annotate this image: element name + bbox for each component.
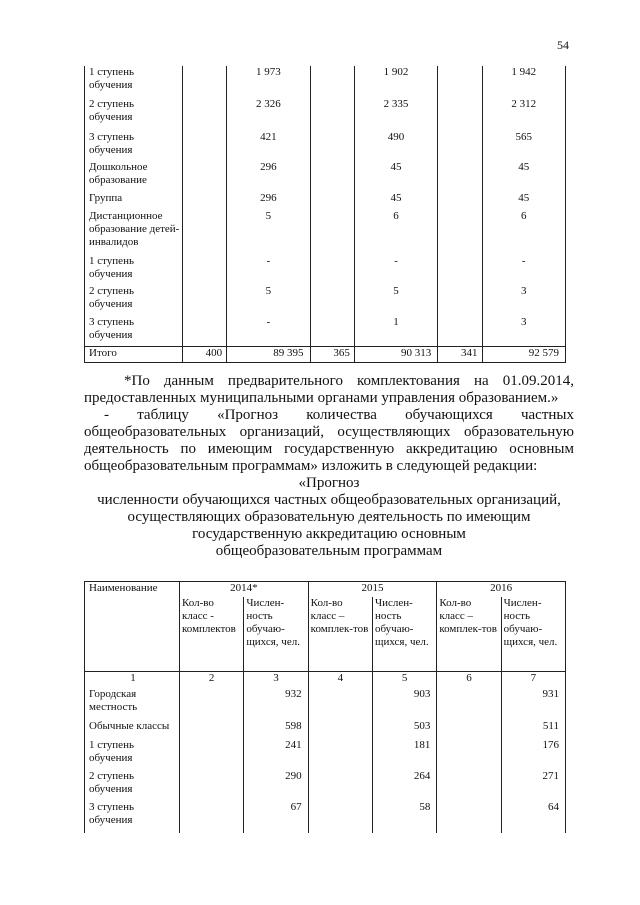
row-label: 2 ступень обучения <box>85 98 183 131</box>
cell <box>438 98 482 131</box>
cell <box>180 801 244 833</box>
row-label: Дистанционное образование детей-инвалидов <box>85 210 183 255</box>
cell: 490 <box>354 131 437 161</box>
total-row <box>85 346 566 362</box>
cell <box>437 720 501 739</box>
cell <box>180 739 244 770</box>
cell: 58 <box>372 801 436 833</box>
cell: - <box>354 255 437 285</box>
heading-line: осуществляющих образовательную деятельность по имеющим <box>127 509 531 525</box>
cell: 5 <box>227 210 310 255</box>
cell: - <box>482 255 565 285</box>
name-column-header: Наименование <box>85 582 180 672</box>
cell: 64 <box>501 801 565 833</box>
cell: 5 <box>227 285 310 316</box>
cell <box>182 255 226 285</box>
cell: 598 <box>244 720 308 739</box>
cell: 296 <box>227 192 310 210</box>
cell: 2 312 <box>482 98 565 131</box>
cell <box>438 161 482 192</box>
cell <box>182 98 226 131</box>
cell <box>437 739 501 770</box>
row-label: Группа <box>85 192 183 210</box>
table-heading <box>84 475 574 560</box>
row-label: 1 ступень обучения <box>85 66 183 98</box>
table-row <box>85 131 566 161</box>
table-row <box>85 210 566 255</box>
header-row-years <box>85 582 566 597</box>
column-number: 6 <box>437 672 501 688</box>
cell: 565 <box>482 131 565 161</box>
cell <box>308 801 372 833</box>
table-row <box>85 98 566 131</box>
row-label: Итого <box>85 346 183 362</box>
cell <box>182 210 226 255</box>
cell <box>310 285 354 316</box>
cell: 365 <box>310 346 354 362</box>
cell: 2 326 <box>227 98 310 131</box>
column-number: 5 <box>372 672 436 688</box>
row-label: 1 ступень обучения <box>85 255 183 285</box>
cell: 931 <box>501 688 565 720</box>
table-row <box>85 720 566 739</box>
cell <box>182 66 226 98</box>
cell: 903 <box>372 688 436 720</box>
column-number: 3 <box>244 672 308 688</box>
cell: 89 395 <box>227 346 310 362</box>
cell <box>437 770 501 801</box>
row-label: Обычные классы <box>85 720 180 739</box>
cell: 932 <box>244 688 308 720</box>
cell: 421 <box>227 131 310 161</box>
cell <box>180 688 244 720</box>
cell: 45 <box>354 161 437 192</box>
cell <box>310 316 354 346</box>
cell: 90 313 <box>354 346 437 362</box>
cell: 241 <box>244 739 308 770</box>
cell: 45 <box>482 161 565 192</box>
enrollment-table-continued <box>84 66 566 363</box>
cell <box>180 770 244 801</box>
table-row <box>85 161 566 192</box>
cell: 6 <box>354 210 437 255</box>
column-number: 7 <box>501 672 565 688</box>
cell: 5 <box>354 285 437 316</box>
table-row <box>85 192 566 210</box>
row-label: Городская местность <box>85 688 180 720</box>
heading-line: «Прогноз <box>298 475 360 491</box>
footnote-paragraph: *По данным предварительного комплектования на 01.09.2014, предоставленных муниципальными органами управления образованием.» <box>84 373 574 406</box>
class-count-header: Кол-во класс – комплек-тов <box>437 597 501 672</box>
cell <box>310 131 354 161</box>
cell: 6 <box>482 210 565 255</box>
cell <box>308 720 372 739</box>
cell: - <box>227 316 310 346</box>
cell: 1 942 <box>482 66 565 98</box>
cell <box>310 98 354 131</box>
cell: 1 902 <box>354 66 437 98</box>
heading-line: общеобразовательным программам <box>215 543 443 559</box>
instruction-paragraph: - таблицу «Прогноз количества обучающихся частных общеобразовательных организаций, осуществляющих образовательную деятельность по имеющим государственную аккредитацию основным общеобразовательным программам» изложить в следующей редакции: <box>84 407 574 474</box>
table-row <box>85 285 566 316</box>
cell: - <box>227 255 310 285</box>
cell: 290 <box>244 770 308 801</box>
row-label: 2 ступень обучения <box>85 770 180 801</box>
cell: 511 <box>501 720 565 739</box>
page-number: 54 <box>557 38 569 52</box>
cell: 45 <box>354 192 437 210</box>
year-header: 2016 <box>437 582 566 597</box>
table-row <box>85 770 566 801</box>
cell <box>182 285 226 316</box>
year-header: 2015 <box>308 582 437 597</box>
cell: 92 579 <box>482 346 565 362</box>
cell <box>182 161 226 192</box>
cell <box>308 739 372 770</box>
cell <box>438 210 482 255</box>
cell <box>438 131 482 161</box>
row-label: Дошкольное образование <box>85 161 183 192</box>
cell <box>310 255 354 285</box>
cell: 3 <box>482 316 565 346</box>
cell <box>437 801 501 833</box>
cell <box>310 192 354 210</box>
cell: 264 <box>372 770 436 801</box>
cell: 400 <box>182 346 226 362</box>
class-count-header: Кол-во класс – комплек-тов <box>308 597 372 672</box>
cell <box>438 255 482 285</box>
row-label: 3 ступень обучения <box>85 316 183 346</box>
cell: 67 <box>244 801 308 833</box>
cell <box>310 161 354 192</box>
student-count-header: Числен-ность обучаю-щихся, чел. <box>244 597 308 672</box>
student-count-header: Числен-ность обучаю-щихся, чел. <box>501 597 565 672</box>
cell: 45 <box>482 192 565 210</box>
cell: 181 <box>372 739 436 770</box>
table-row <box>85 739 566 770</box>
cell: 1 973 <box>227 66 310 98</box>
cell <box>182 316 226 346</box>
cell: 3 <box>482 285 565 316</box>
cell <box>310 66 354 98</box>
cell <box>438 285 482 316</box>
row-label: 3 ступень обучения <box>85 801 180 833</box>
year-header: 2014* <box>180 582 309 597</box>
student-count-header: Числен-ность обучаю-щихся, чел. <box>372 597 436 672</box>
cell <box>180 720 244 739</box>
column-number: 1 <box>85 672 180 688</box>
row-label: 2 ступень обучения <box>85 285 183 316</box>
cell <box>308 688 372 720</box>
table-row <box>85 316 566 346</box>
column-number-row <box>85 672 566 688</box>
cell: 2 335 <box>354 98 437 131</box>
cell <box>438 316 482 346</box>
row-label: 1 ступень обучения <box>85 739 180 770</box>
cell <box>438 66 482 98</box>
cell <box>438 192 482 210</box>
cell: 296 <box>227 161 310 192</box>
table-row <box>85 255 566 285</box>
cell <box>437 688 501 720</box>
cell: 341 <box>438 346 482 362</box>
table-row <box>85 688 566 720</box>
forecast-table <box>84 581 566 833</box>
table-row <box>85 801 566 833</box>
class-count-header: Кол-во класс - комплектов <box>180 597 244 672</box>
heading-line: численности обучающихся частных общеобразовательных организаций, <box>97 492 561 508</box>
cell <box>308 770 372 801</box>
column-number: 2 <box>180 672 244 688</box>
cell <box>182 192 226 210</box>
cell: 503 <box>372 720 436 739</box>
cell <box>310 210 354 255</box>
cell: 271 <box>501 770 565 801</box>
row-label: 3 ступень обучения <box>85 131 183 161</box>
heading-line: государственную аккредитацию основным <box>192 526 466 542</box>
cell: 176 <box>501 739 565 770</box>
cell <box>182 131 226 161</box>
column-number: 4 <box>308 672 372 688</box>
cell: 1 <box>354 316 437 346</box>
table-row <box>85 66 566 98</box>
